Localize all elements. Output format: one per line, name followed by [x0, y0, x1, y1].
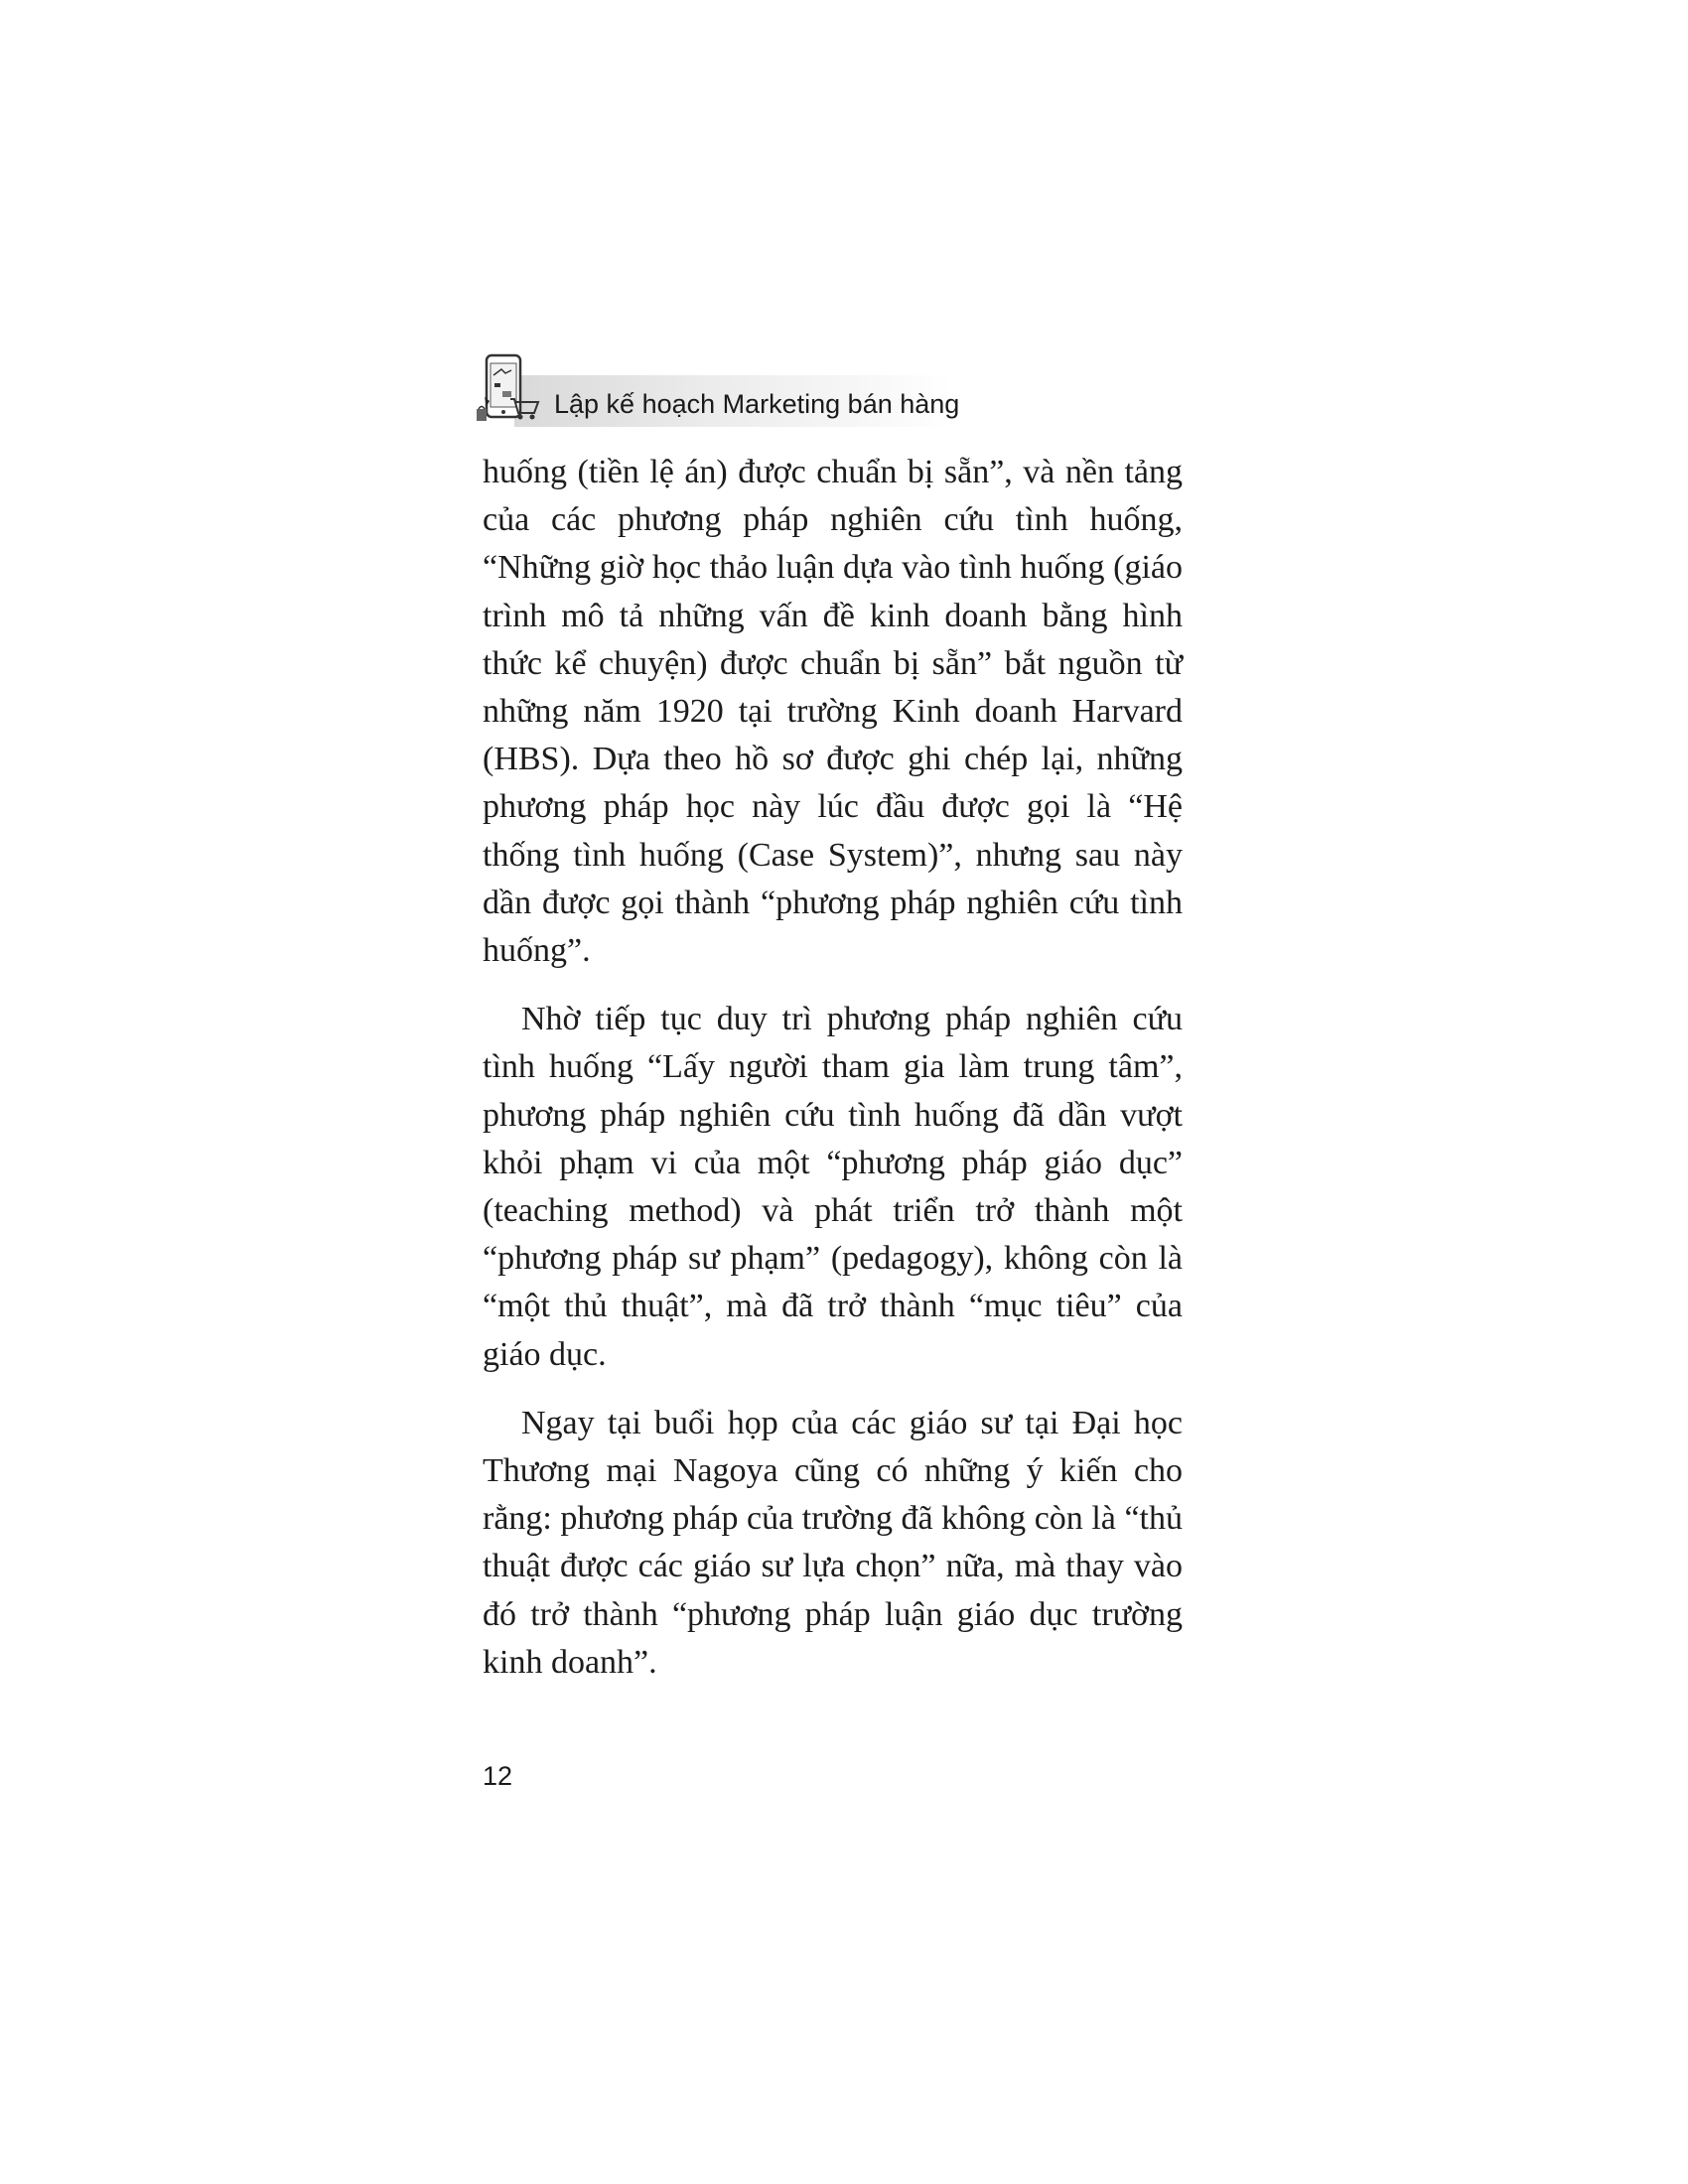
body-text — [483, 449, 1183, 1707]
paragraph: huống (tiền lệ án) được chuẩn bị sẵn”, và nền tảng của các phương pháp nghiên cứu tình huống, “Những giờ học thảo luận dựa vào tình huống (giáo trình mô tả những vấn đề kinh doanh bằng hình thức kể chuyện) được chuẩn bị sẵn” bắt nguồn từ những năm 1920 tại trường Kinh doanh Harvard (HBS). Dựa theo hồ sơ được ghi chép lại, những phương pháp học này lúc đầu được gọi là “Hệ thống tình huống (Case System)”, nhưng sau này dần được gọi thành “phương pháp nghiên cứu tình huống”. — [483, 454, 1183, 970]
header-title: Lập kế hoạch Marketing bán hàng — [554, 389, 960, 419]
running-header — [475, 353, 960, 435]
phone-cart-icon — [475, 353, 544, 435]
page-number: 12 — [483, 1761, 513, 1791]
paragraph: Ngay tại buổi họp của các giáo sư tại Đại học Thương mại Nagoya cũng có những ý kiến cho rằng: phương pháp của trường đã không còn là “thủ thuật được các giáo sư lựa chọn” nữa, mà thay vào đó trở thành “phương pháp luận giáo dục trường kinh doanh”. — [483, 1404, 1183, 1681]
paragraph: Nhờ tiếp tục duy trì phương pháp nghiên cứu tình huống “Lấy người tham gia làm trung tâm”, phương pháp nghiên cứu tình huống đã dần vượt khỏi phạm vi của một “phương pháp giáo dục” (teaching method) và phát triển trở thành một “phương pháp sư phạm” (pedagogy), không còn là “một thủ thuật”, mà đã trở thành “mục tiêu” của giáo dục. — [483, 1001, 1183, 1373]
